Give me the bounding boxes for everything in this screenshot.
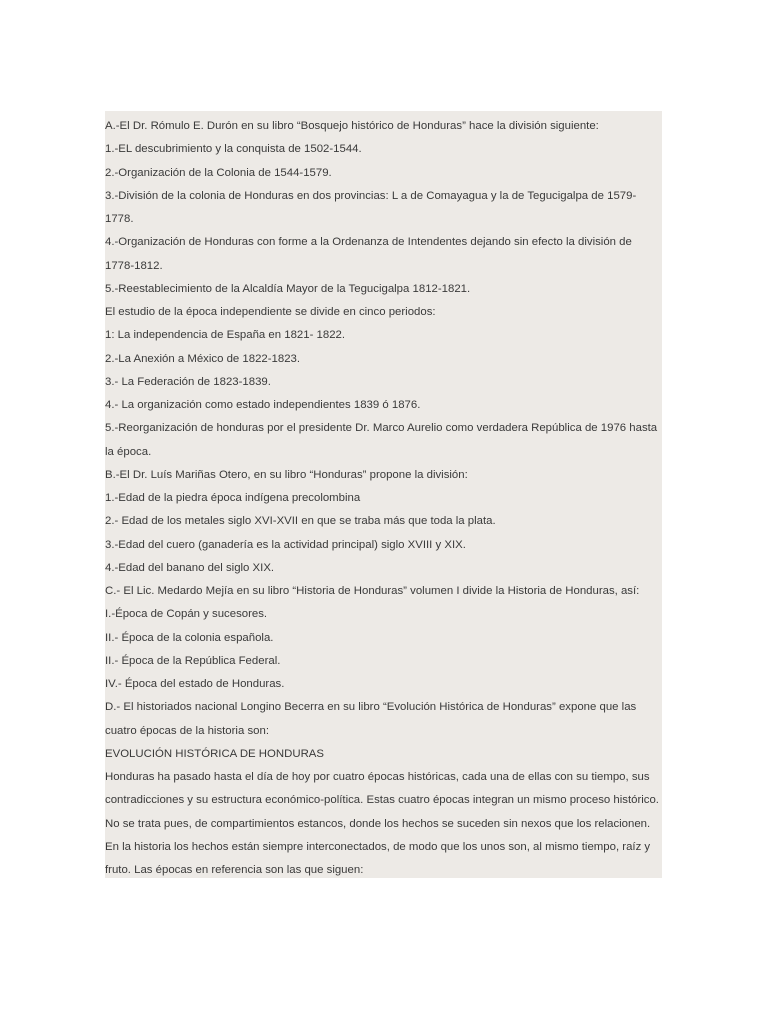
text-line: cuatro épocas de la historia son: <box>105 724 269 737</box>
text-line: 3.- La Federación de 1823-1839. <box>105 375 271 388</box>
text-line: 4.- La organización como estado independientes 1839 ó 1876. <box>105 399 421 411</box>
text-line: 4.-Organización de Honduras con forme a la Ordenanza de Intendentes dejando sin efecto la división de <box>105 236 632 249</box>
text-line: fruto. Las épocas en referencia son las que siguen: <box>105 864 364 876</box>
text-line: la época. <box>105 445 152 458</box>
text-line: B.-El Dr. Luís Mariñas Otero, en su libro “Honduras” propone la división: <box>105 468 468 481</box>
text-line: 1: La independencia de España en 1821- 1822. <box>105 329 346 342</box>
text-line: 1778-1812. <box>105 259 163 272</box>
text-line: C.- El Lic. Medardo Mejía en su libro “Historia de Honduras” volumen I divide la Historia de Honduras, así: <box>105 585 640 597</box>
text-line: 1778. <box>105 213 134 225</box>
text-line: 3.-División de la colonia de Honduras en dos provincias: L a de Comayagua y la de Tegucigalpa de 1579- <box>105 189 637 202</box>
text-line: I.-Época de Copán y sucesores. <box>105 608 268 621</box>
text-line: II.- Época de la República Federal. <box>105 654 281 667</box>
text-line: 2.-La Anexión a México de 1822-1823. <box>105 352 301 365</box>
text-line: 1.-EL descubrimiento y la conquista de 1502-1544. <box>105 143 362 156</box>
text-line: 5.-Reestablecimiento de la Alcaldía Mayor de la Tegucigalpa 1812-1821. <box>105 282 471 295</box>
text-line: contradicciones y su estructura económico-política. Estas cuatro épocas integran un mismo proceso histórico. <box>105 794 659 807</box>
text-line: EVOLUCIÓN HISTÓRICA DE HONDURAS <box>105 747 324 760</box>
text-line: II.- Época de la colonia española. <box>105 631 274 644</box>
text-line: El estudio de la época independiente se divide en cinco periodos: <box>105 306 436 318</box>
text-line: 4.-Edad del banano del siglo XIX. <box>105 561 275 574</box>
text-line: D.- El historiados nacional Longino Becerra en su libro “Evolución Histórica de Honduras” expone que las <box>105 701 637 714</box>
text-line: 1.-Edad de la piedra época indígena precolombina <box>105 492 361 504</box>
text-line: 5.-Reorganización de honduras por el presidente Dr. Marco Aurelio como verdadera República de 1976 hasta <box>105 422 658 435</box>
text-line: Honduras ha pasado hasta el día de hoy por cuatro épocas históricas, cada una de ellas con su tiempo, sus <box>105 771 650 783</box>
text-line: A.-El Dr. Rómulo E. Durón en su libro “Bosquejo histórico de Honduras” hace la división siguiente: <box>105 120 599 132</box>
document-text-block <box>105 111 662 878</box>
text-line: IV.- Época del estado de Honduras. <box>105 678 285 690</box>
text-line: 3.-Edad del cuero (ganadería es la actividad principal) siglo XVIII y XIX. <box>105 538 466 551</box>
text-line: 2.- Edad de los metales siglo XVI-XVII en que se traba más que toda la plata. <box>105 515 496 528</box>
text-line: 2.-Organización de la Colonia de 1544-1579. <box>105 166 332 179</box>
text-line: No se trata pues, de compartimientos estancos, donde los hechos se suceden sin nexos que los relacionen. <box>105 817 651 830</box>
text-line: En la historia los hechos están siempre interconectados, de modo que los unos son, al mismo tiempo, raíz y <box>105 840 651 853</box>
